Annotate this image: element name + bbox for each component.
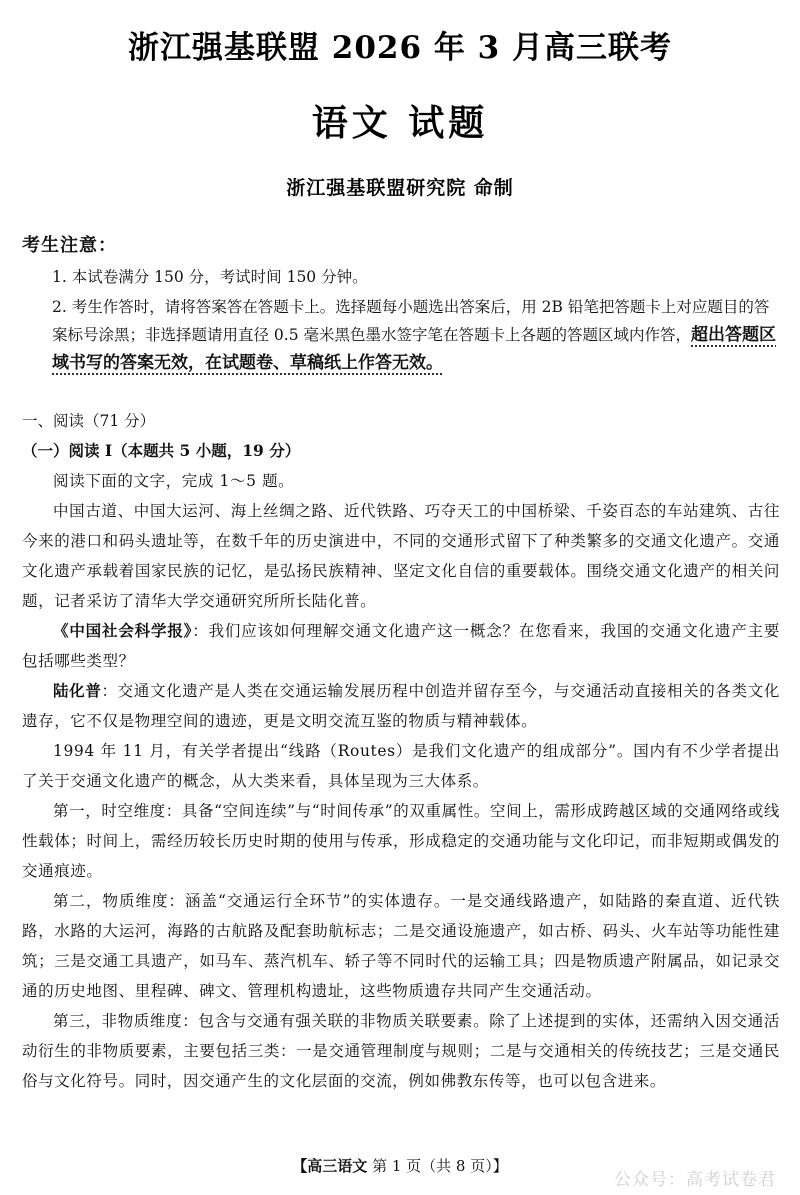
footer-page-number: 第 1 页（共 8 页）】 — [372, 1157, 508, 1175]
speaker-newspaper: 《中国社会科学报》 — [53, 621, 193, 640]
passage-paragraph-1: 中国古道、中国大运河、海上丝绸之路、近代铁路、巧夺天工的中国桥梁、千姿百态的车站建筑、古往今来的港口和码头遗址等，在数千年的历史演进中，不同的交通形式留下了种类繁多的交通文化遗产。交通文化遗产承载着国家民族的记忆，是弘扬民族精神、坚定文化自信的重要载体。围绕交通文化遗产的相关问题，记者采访了清华大学交通研究所所长陆化普。 — [22, 502, 780, 610]
subject-title: 语文 试题 — [311, 102, 489, 144]
footer-label: 【高三语文 — [292, 1157, 368, 1175]
notice-item-2 — [52, 293, 777, 377]
paragraph-3-text: ：交通文化遗产是人类在交通运输发展历程中创造并留存至今，与交通活动直接相关的各类文化遗存，它不仅是物理空间的遗迹，更是文明交流互鉴的物质与精神载体。 — [22, 682, 781, 730]
passage-paragraph-4: 1994 年 11 月，有关学者提出“线路（Routes）是我们文化遗产的组成部分”。国内有不少学者提出了关于交通文化遗产的概念，从大类来看，具体呈现为三大体系。 — [22, 742, 780, 790]
notice-item-1: 1. 本试卷满分 150 分，考试时间 150 分钟。 — [52, 268, 368, 286]
subsection-heading: （一）阅读 Ⅰ（本题共 5 小题，19 分） — [22, 441, 301, 460]
passage-paragraph-6: 第二，物质维度：涵盖“交通运行全环节”的实体遗存。一是交通线路遗产，如陆路的秦直道、近代铁路，水路的大运河，海路的古航路及配套助航标志；二是交通设施遗产，如古桥、码头、火车站等功能性建筑；三是交通工具遗产，如马车、蒸汽机车、轿子等不同时代的运输工具；四是物质遗产附属品，如记录交通的历史地图、里程碑、碑文、管理机构遗址，这些物质遗存共同产生交通活动。 — [22, 892, 780, 1000]
watermark: 公众号：高考试卷君 — [614, 1170, 776, 1190]
paragraph-2-text: ：我们应该如何理解交通文化遗产这一概念？在您看来，我国的交通文化遗产主要包括哪些类型？ — [22, 622, 780, 670]
section-heading: 一、阅读（71 分） — [22, 412, 156, 430]
exam-title: 浙江强基联盟 2026 年 3 月高三联考 — [127, 30, 673, 66]
speaker-lu: 陆化普 — [53, 681, 102, 700]
passage-paragraph-7: 第三，非物质维度：包含与交通有强关联的非物质关联要素。除了上述提到的实体，还需纳入因交通活动衍生的非物质要素，主要包括三类：一是交通管理制度与规则；二是与交通相关的传统技艺；三是交通民俗与文化符号。同时，因交通产生的文化层面的交流，例如佛教东传等，也可以包含进来。 — [22, 1012, 780, 1090]
issuer-line: 浙江强基联盟研究院 命制 — [286, 177, 514, 199]
passage-paragraph-2 — [22, 616, 780, 676]
notice-heading: 考生注意： — [22, 235, 117, 256]
notice-emphasis: 超出答题区域书写的答案无效，在试题卷、草稿纸上作答无效。 — [52, 325, 777, 373]
passage-paragraph-5: 第一，时空维度：具备“空间连续”与“时间传承”的双重属性。空间上，需形成跨越区域的交通网络或线性载体；时间上，需经历较长历史时期的使用与传承，形成稳定的交通功能与文化印记，而非短期或偶发的交通痕迹。 — [22, 802, 780, 880]
reading-passage — [22, 466, 780, 1096]
instruction: 阅读下面的文字，完成 1～5 题。 — [53, 472, 295, 490]
notice-item-2-text: 2. 考生作答时，请将答案答在答题卡上。选择题每小题选出答案后，用 2B 铅笔把答题卡上对应题目的答案标号涂黑；非选择题请用直径 0.5 毫米黑色墨水签字笔在答题卡上各题的答题区域内作答， — [52, 298, 770, 344]
passage-paragraph-3 — [22, 676, 780, 736]
